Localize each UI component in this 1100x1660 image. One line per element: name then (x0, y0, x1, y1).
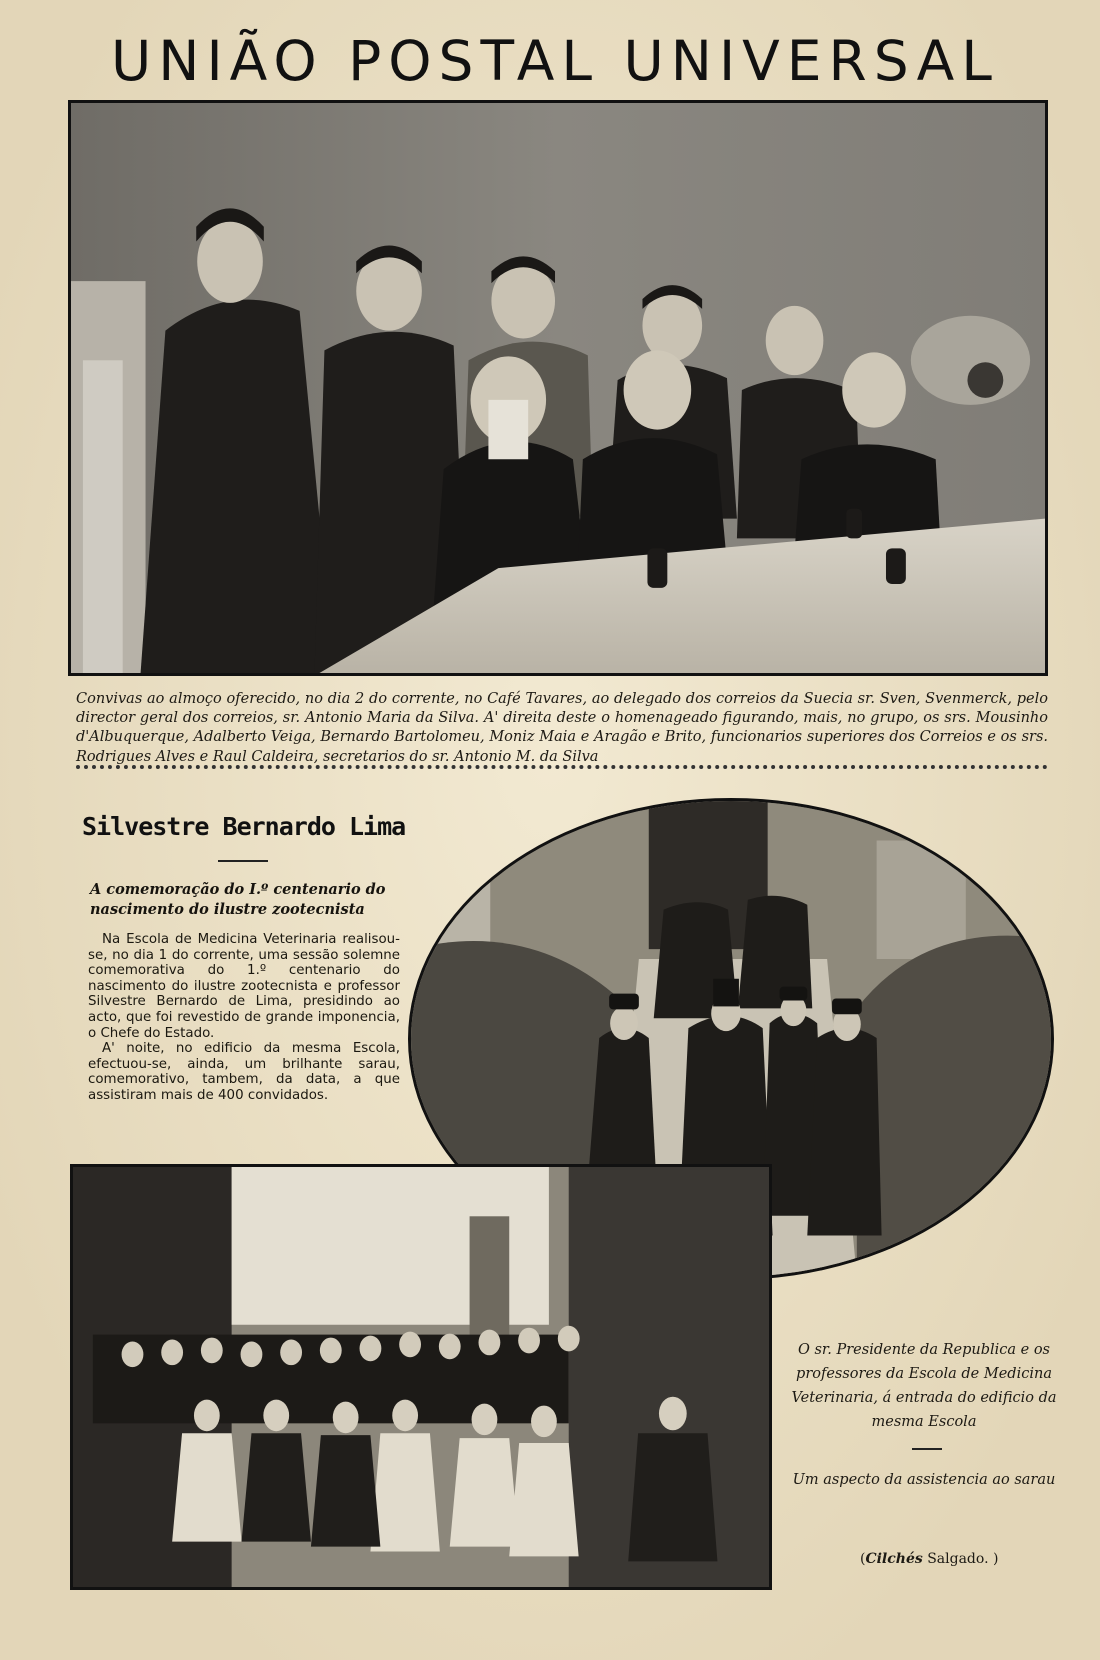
credit-name: Salgado. (927, 1551, 989, 1567)
credit-close: ) (988, 1551, 999, 1567)
photo-credit (860, 1551, 1060, 1567)
audience-caption: Um aspecto da assistencia ao sarau (792, 1472, 1056, 1488)
article-paragraph-1: Na Escola de Medicina Veterinaria realisou-se, no dia 1 do corrente, uma sessão solemne comemorativa do 1.º centenario do nascimento do ilustre zootecnista e professor Silvestre Bernardo de Lima, presidindo ao acto, que foi revestido de grande imponencia, o Chefe do Estado. (88, 932, 400, 1041)
article-paragraph-2: A' noite, no edificio da mesma Escola, efectuou-se, ainda, um brilhante sarau, comemorativo, tambem, da data, a que assistiram mais de 400 convidados. (88, 1041, 400, 1103)
banquet-caption: Convivas ao almoço oferecido, no dia 2 do corrente, no Café Tavares, ao delegado dos correios da Suecia sr. Sven, Svenmerck, pelo director geral dos correios, sr. Antonio Maria da Silva. A' direita deste o homenageado figurando, mais, no grupo, os srs. Mousinho d'Albuquerque, Adalberto Veiga, Bernardo Bartolomeu, Moniz Maia e Aragão e Brito, funcionarios superiores dos Correios e os srs. Rodrigues Alves e Raul Caldeira, secretarios do sr. Antonio M. da Silva (76, 691, 1048, 765)
title-rule (218, 860, 268, 862)
audience-photo (70, 1164, 772, 1590)
masthead-title: UNIÃO POSTAL UNIVERSAL (111, 29, 999, 93)
credit-label: Cilchés (865, 1551, 923, 1567)
article-title: Silvestre Bernardo Lima (82, 812, 406, 841)
credit-open: ( (860, 1551, 866, 1567)
caption-divider (912, 1448, 942, 1450)
article-subhead: A comemoração do I.º centenario do nascimento do ilustre zootecnista (90, 881, 386, 918)
article-body (88, 932, 400, 1104)
entrance-caption: O sr. Presidente da Republica e os professores da Escola de Medicina Veterinaria, á entrada do edificio da mesma Escola (791, 1342, 1057, 1430)
banquet-photo (68, 100, 1048, 676)
dotted-divider (76, 765, 1048, 769)
